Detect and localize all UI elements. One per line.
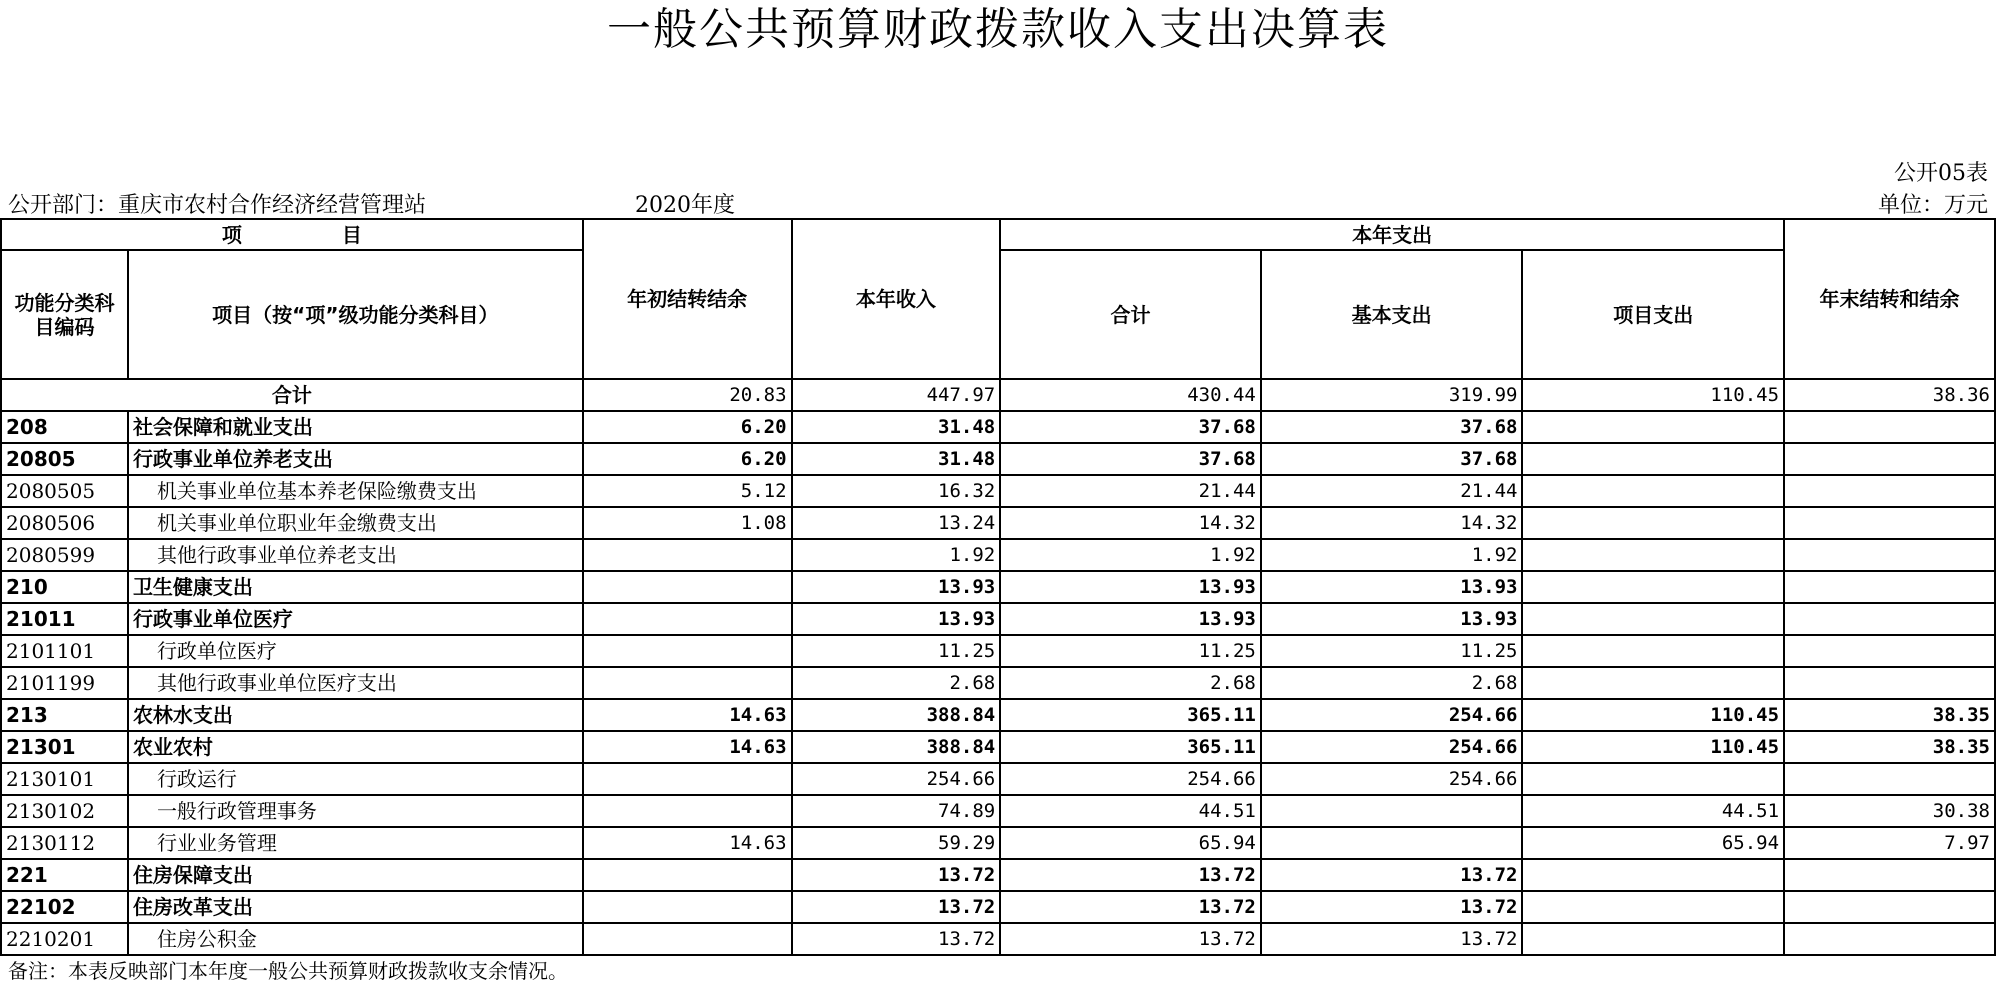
- cell-name: 机关事业单位职业年金缴费支出: [128, 507, 583, 539]
- cell-basic: 1.92: [1261, 539, 1523, 571]
- cell-end: 38.35: [1784, 731, 1995, 763]
- cell-code: 221: [1, 859, 128, 891]
- cell-total: 11.25: [1000, 635, 1261, 667]
- cell-total: 13.72: [1000, 891, 1261, 923]
- cell-project: [1522, 475, 1784, 507]
- cell-end: 38.35: [1784, 699, 1995, 731]
- cell-end: [1784, 539, 1995, 571]
- cell-name: 社会保障和就业支出: [128, 411, 583, 443]
- cell-project: [1522, 603, 1784, 635]
- cell-code: 20805: [1, 443, 128, 475]
- department-label: 公开部门：重庆市农村合作经济经营管理站: [8, 193, 427, 218]
- table-row: [1, 571, 1995, 603]
- cell-basic: 254.66: [1261, 699, 1523, 731]
- cell-income: 388.84: [792, 731, 1001, 763]
- cell-income: 254.66: [792, 763, 1001, 795]
- cell-total: 2.68: [1000, 667, 1261, 699]
- cell-total: 65.94: [1000, 827, 1261, 859]
- cell-end: 7.97: [1784, 827, 1995, 859]
- cell-project: [1522, 411, 1784, 443]
- cell-code: 2130112: [1, 827, 128, 859]
- cell-name: 一般行政管理事务: [128, 795, 583, 827]
- cell-begin: [583, 795, 792, 827]
- cell-income: 13.72: [792, 859, 1001, 891]
- cell-begin: 14.63: [583, 699, 792, 731]
- table-row: [1, 635, 1995, 667]
- cell-basic: [1261, 795, 1523, 827]
- cell-end: [1784, 891, 1995, 923]
- cell-income: 31.48: [792, 443, 1001, 475]
- cell-project: [1522, 507, 1784, 539]
- cell-total: 13.72: [1000, 859, 1261, 891]
- cell-code: 208: [1, 411, 128, 443]
- cell-total: 44.51: [1000, 795, 1261, 827]
- cell-total: 1.92: [1000, 539, 1261, 571]
- cell-project: [1522, 571, 1784, 603]
- total-end: 38.36: [1784, 379, 1995, 411]
- cell-basic: 254.66: [1261, 731, 1523, 763]
- cell-basic: 11.25: [1261, 635, 1523, 667]
- cell-code: 2080599: [1, 539, 128, 571]
- header-expense-total: 合计: [1000, 250, 1261, 379]
- cell-income: 74.89: [792, 795, 1001, 827]
- table-row: [1, 699, 1995, 731]
- total-basic: 319.99: [1261, 379, 1523, 411]
- cell-name: 行政单位医疗: [128, 635, 583, 667]
- cell-end: [1784, 859, 1995, 891]
- cell-begin: 6.20: [583, 411, 792, 443]
- cell-end: 30.38: [1784, 795, 1995, 827]
- cell-name: 住房改革支出: [128, 891, 583, 923]
- cell-basic: 37.68: [1261, 443, 1523, 475]
- header-income: 本年收入: [792, 219, 1001, 379]
- cell-income: 31.48: [792, 411, 1001, 443]
- table-row: [1, 411, 1995, 443]
- cell-begin: [583, 923, 792, 955]
- cell-code: 2210201: [1, 923, 128, 955]
- cell-begin: [583, 635, 792, 667]
- cell-total: 365.11: [1000, 731, 1261, 763]
- cell-total: 21.44: [1000, 475, 1261, 507]
- cell-project: [1522, 859, 1784, 891]
- cell-project: [1522, 923, 1784, 955]
- cell-begin: [583, 603, 792, 635]
- cell-end: [1784, 571, 1995, 603]
- header-basic: 基本支出: [1261, 250, 1523, 379]
- cell-income: 2.68: [792, 667, 1001, 699]
- table-row: [1, 539, 1995, 571]
- cell-begin: [583, 859, 792, 891]
- cell-code: 210: [1, 571, 128, 603]
- cell-income: 13.72: [792, 891, 1001, 923]
- table-row: [1, 763, 1995, 795]
- cell-end: [1784, 635, 1995, 667]
- cell-basic: 13.93: [1261, 603, 1523, 635]
- header-end-balance: 年末结转和结余: [1784, 219, 1995, 379]
- cell-basic: 254.66: [1261, 763, 1523, 795]
- cell-end: [1784, 443, 1995, 475]
- cell-total: 365.11: [1000, 699, 1261, 731]
- cell-code: 21011: [1, 603, 128, 635]
- cell-basic: 13.72: [1261, 891, 1523, 923]
- cell-code: 213: [1, 699, 128, 731]
- table-row: [1, 443, 1995, 475]
- cell-project: [1522, 635, 1784, 667]
- cell-basic: 14.32: [1261, 507, 1523, 539]
- cell-project: 110.45: [1522, 731, 1784, 763]
- table-row: [1, 923, 1995, 955]
- cell-begin: [583, 539, 792, 571]
- cell-code: 2101199: [1, 667, 128, 699]
- cell-income: 388.84: [792, 699, 1001, 731]
- table-row: [1, 667, 1995, 699]
- cell-name: 行政事业单位医疗: [128, 603, 583, 635]
- total-expense: 430.44: [1000, 379, 1261, 411]
- cell-income: 13.93: [792, 603, 1001, 635]
- total-project: 110.45: [1522, 379, 1784, 411]
- cell-name: 机关事业单位基本养老保险缴费支出: [128, 475, 583, 507]
- cell-code: 2130101: [1, 763, 128, 795]
- cell-name: 农业农村: [128, 731, 583, 763]
- cell-basic: 13.72: [1261, 923, 1523, 955]
- cell-income: 1.92: [792, 539, 1001, 571]
- table-number: 公开05表: [1894, 161, 1988, 186]
- cell-name: 卫生健康支出: [128, 571, 583, 603]
- cell-basic: 13.93: [1261, 571, 1523, 603]
- cell-name: 住房公积金: [128, 923, 583, 955]
- cell-income: 11.25: [792, 635, 1001, 667]
- total-row: [1, 379, 1995, 411]
- cell-code: 21301: [1, 731, 128, 763]
- cell-basic: 21.44: [1261, 475, 1523, 507]
- cell-basic: 13.72: [1261, 859, 1523, 891]
- cell-end: [1784, 507, 1995, 539]
- total-label: 合计: [1, 379, 583, 411]
- cell-project: [1522, 539, 1784, 571]
- unit-label: 单位：万元: [1877, 193, 1988, 218]
- header-expense-group: 本年支出: [1000, 219, 1784, 250]
- cell-end: [1784, 411, 1995, 443]
- table-row: [1, 507, 1995, 539]
- cell-name: 其他行政事业单位养老支出: [128, 539, 583, 571]
- header-item: 项 目: [1, 219, 583, 250]
- cell-project: 110.45: [1522, 699, 1784, 731]
- cell-income: 59.29: [792, 827, 1001, 859]
- cell-begin: 1.08: [583, 507, 792, 539]
- page-title: 一般公共预算财政拨款收入支出决算表: [607, 4, 1389, 55]
- cell-name: 行业业务管理: [128, 827, 583, 859]
- cell-basic: 2.68: [1261, 667, 1523, 699]
- cell-total: 254.66: [1000, 763, 1261, 795]
- cell-end: [1784, 763, 1995, 795]
- cell-income: 13.93: [792, 571, 1001, 603]
- cell-begin: [583, 763, 792, 795]
- cell-project: [1522, 763, 1784, 795]
- table-row: [1, 795, 1995, 827]
- cell-total: 37.68: [1000, 443, 1261, 475]
- cell-project: [1522, 667, 1784, 699]
- cell-code: 22102: [1, 891, 128, 923]
- budget-table: [0, 218, 1996, 956]
- cell-begin: [583, 667, 792, 699]
- cell-name: 行政事业单位养老支出: [128, 443, 583, 475]
- cell-end: [1784, 923, 1995, 955]
- cell-begin: [583, 891, 792, 923]
- table-row: [1, 827, 1995, 859]
- cell-end: [1784, 603, 1995, 635]
- cell-end: [1784, 475, 1995, 507]
- cell-code: 2101101: [1, 635, 128, 667]
- table-row: [1, 731, 1995, 763]
- cell-income: 13.24: [792, 507, 1001, 539]
- header-name: 项目（按“项”级功能分类科目）: [128, 250, 583, 379]
- cell-project: [1522, 891, 1784, 923]
- cell-begin: 5.12: [583, 475, 792, 507]
- table-row: [1, 475, 1995, 507]
- cell-code: 2130102: [1, 795, 128, 827]
- cell-name: 住房保障支出: [128, 859, 583, 891]
- cell-total: 13.72: [1000, 923, 1261, 955]
- cell-income: 13.72: [792, 923, 1001, 955]
- cell-code: 2080505: [1, 475, 128, 507]
- cell-total: 37.68: [1000, 411, 1261, 443]
- cell-project: 65.94: [1522, 827, 1784, 859]
- cell-name: 行政运行: [128, 763, 583, 795]
- cell-name: 农林水支出: [128, 699, 583, 731]
- cell-begin: [583, 571, 792, 603]
- cell-begin: 6.20: [583, 443, 792, 475]
- table-row: [1, 603, 1995, 635]
- cell-income: 16.32: [792, 475, 1001, 507]
- table-row: [1, 891, 1995, 923]
- cell-end: [1784, 667, 1995, 699]
- footnote: 备注：本表反映部门本年度一般公共预算财政拨款收支余情况。: [8, 959, 568, 983]
- cell-total: 13.93: [1000, 571, 1261, 603]
- year-label: 2020年度: [635, 193, 735, 218]
- cell-total: 13.93: [1000, 603, 1261, 635]
- cell-begin: 14.63: [583, 827, 792, 859]
- cell-name: 其他行政事业单位医疗支出: [128, 667, 583, 699]
- table-row: [1, 859, 1995, 891]
- header-project: 项目支出: [1522, 250, 1784, 379]
- cell-basic: 37.68: [1261, 411, 1523, 443]
- cell-basic: [1261, 827, 1523, 859]
- total-begin: 20.83: [583, 379, 792, 411]
- header-begin-balance: 年初结转结余: [583, 219, 792, 379]
- cell-project: 44.51: [1522, 795, 1784, 827]
- cell-code: 2080506: [1, 507, 128, 539]
- total-income: 447.97: [792, 379, 1001, 411]
- cell-begin: 14.63: [583, 731, 792, 763]
- header-code: 功能分类科目编码: [1, 250, 128, 379]
- cell-total: 14.32: [1000, 507, 1261, 539]
- cell-project: [1522, 443, 1784, 475]
